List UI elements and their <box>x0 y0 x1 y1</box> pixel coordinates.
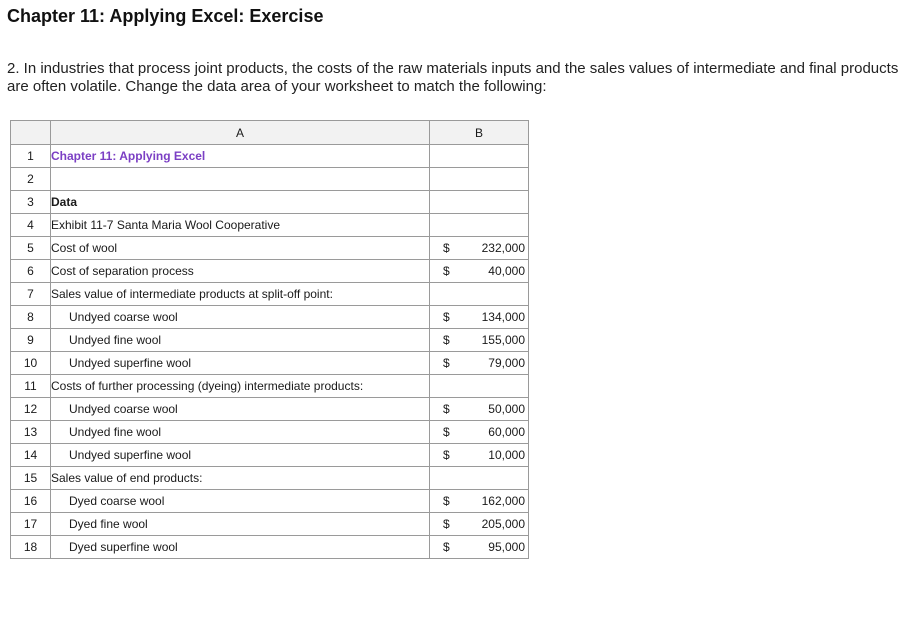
currency-symbol: $ <box>443 356 450 370</box>
amount: 95,000 <box>488 540 525 554</box>
cell-a18[interactable]: Dyed superfine wool <box>51 536 430 559</box>
currency-symbol: $ <box>443 540 450 554</box>
currency-symbol: $ <box>443 241 450 255</box>
cell-a14[interactable]: Undyed superfine wool <box>51 444 430 467</box>
cell-b5[interactable] <box>430 237 529 260</box>
row-number[interactable]: 13 <box>11 421 51 444</box>
table-row <box>11 283 529 306</box>
amount: 134,000 <box>481 310 525 324</box>
page-title: Chapter 11: Applying Excel: Exercise <box>7 6 324 26</box>
table-row <box>11 329 529 352</box>
cell-b10[interactable] <box>430 352 529 375</box>
cell-a5[interactable]: Cost of wool <box>51 237 430 260</box>
currency-symbol: $ <box>443 310 450 324</box>
row-number[interactable]: 12 <box>11 398 51 421</box>
exercise-instructions: 2. In industries that process joint products, the costs of the raw materials inputs and the sales values of intermediate and final products are often volatile. Change the data area of your worksheet to match the following: <box>7 60 899 95</box>
amount: 79,000 <box>488 356 525 370</box>
cell-b8[interactable] <box>430 306 529 329</box>
cell-b1[interactable] <box>430 145 529 168</box>
table-row <box>11 421 529 444</box>
table-row <box>11 490 529 513</box>
cell-a9[interactable]: Undyed fine wool <box>51 329 430 352</box>
cell-a6[interactable]: Cost of separation process <box>51 260 430 283</box>
cell-a15[interactable]: Sales value of end products: <box>51 467 430 490</box>
table-row <box>11 375 529 398</box>
row-number[interactable]: 3 <box>11 191 51 214</box>
table-row <box>11 398 529 421</box>
cell-b18[interactable] <box>430 536 529 559</box>
cell-a8[interactable]: Undyed coarse wool <box>51 306 430 329</box>
cell-b9[interactable] <box>430 329 529 352</box>
cell-b14[interactable] <box>430 444 529 467</box>
cell-b15[interactable] <box>430 467 529 490</box>
amount: 162,000 <box>481 494 525 508</box>
cell-a13[interactable]: Undyed fine wool <box>51 421 430 444</box>
currency-symbol: $ <box>443 494 450 508</box>
cell-b7[interactable] <box>430 283 529 306</box>
cell-b16[interactable] <box>430 490 529 513</box>
cell-b17[interactable] <box>430 513 529 536</box>
table-row <box>11 214 529 237</box>
currency-symbol: $ <box>443 425 450 439</box>
cell-a4[interactable]: Exhibit 11-7 Santa Maria Wool Cooperative <box>51 214 430 237</box>
row-number[interactable]: 15 <box>11 467 51 490</box>
cell-b3[interactable] <box>430 191 529 214</box>
row-number[interactable]: 10 <box>11 352 51 375</box>
cell-a3[interactable]: Data <box>51 191 430 214</box>
row-number[interactable]: 14 <box>11 444 51 467</box>
currency-symbol: $ <box>443 517 450 531</box>
cell-b4[interactable] <box>430 214 529 237</box>
row-number[interactable]: 9 <box>11 329 51 352</box>
table-row <box>11 306 529 329</box>
row-number[interactable]: 2 <box>11 168 51 191</box>
table-row <box>11 536 529 559</box>
column-header-b[interactable]: B <box>430 121 529 145</box>
currency-symbol: $ <box>443 264 450 278</box>
amount: 205,000 <box>481 517 525 531</box>
table-row <box>11 444 529 467</box>
currency-symbol: $ <box>443 402 450 416</box>
row-number[interactable]: 7 <box>11 283 51 306</box>
row-number[interactable]: 4 <box>11 214 51 237</box>
table-row <box>11 260 529 283</box>
table-row <box>11 513 529 536</box>
table-row <box>11 352 529 375</box>
row-number[interactable]: 17 <box>11 513 51 536</box>
row-number[interactable]: 1 <box>11 145 51 168</box>
cell-b12[interactable] <box>430 398 529 421</box>
column-header-a[interactable]: A <box>51 121 430 145</box>
row-number[interactable]: 11 <box>11 375 51 398</box>
cell-a17[interactable]: Dyed fine wool <box>51 513 430 536</box>
cell-a11[interactable]: Costs of further processing (dyeing) intermediate products: <box>51 375 430 398</box>
cell-b6[interactable] <box>430 260 529 283</box>
row-number[interactable]: 6 <box>11 260 51 283</box>
amount: 50,000 <box>488 402 525 416</box>
cell-a1[interactable]: Chapter 11: Applying Excel <box>51 145 430 168</box>
corner-cell <box>11 121 51 145</box>
amount: 155,000 <box>481 333 525 347</box>
table-row <box>11 237 529 260</box>
cell-b13[interactable] <box>430 421 529 444</box>
table-row <box>11 145 529 168</box>
amount: 60,000 <box>488 425 525 439</box>
cell-b11[interactable] <box>430 375 529 398</box>
row-number[interactable]: 16 <box>11 490 51 513</box>
cell-b2[interactable] <box>430 168 529 191</box>
row-number[interactable]: 5 <box>11 237 51 260</box>
cell-a2[interactable] <box>51 168 430 191</box>
currency-symbol: $ <box>443 448 450 462</box>
column-header-row <box>11 121 529 145</box>
amount: 40,000 <box>488 264 525 278</box>
row-number[interactable]: 18 <box>11 536 51 559</box>
table-row <box>11 168 529 191</box>
cell-a12[interactable]: Undyed coarse wool <box>51 398 430 421</box>
cell-a10[interactable]: Undyed superfine wool <box>51 352 430 375</box>
table-row <box>11 191 529 214</box>
table-row <box>11 467 529 490</box>
amount: 232,000 <box>481 241 525 255</box>
cell-a16[interactable]: Dyed coarse wool <box>51 490 430 513</box>
worksheet-table <box>10 120 529 559</box>
cell-a7[interactable]: Sales value of intermediate products at split-off point: <box>51 283 430 306</box>
amount: 10,000 <box>488 448 525 462</box>
row-number[interactable]: 8 <box>11 306 51 329</box>
currency-symbol: $ <box>443 333 450 347</box>
